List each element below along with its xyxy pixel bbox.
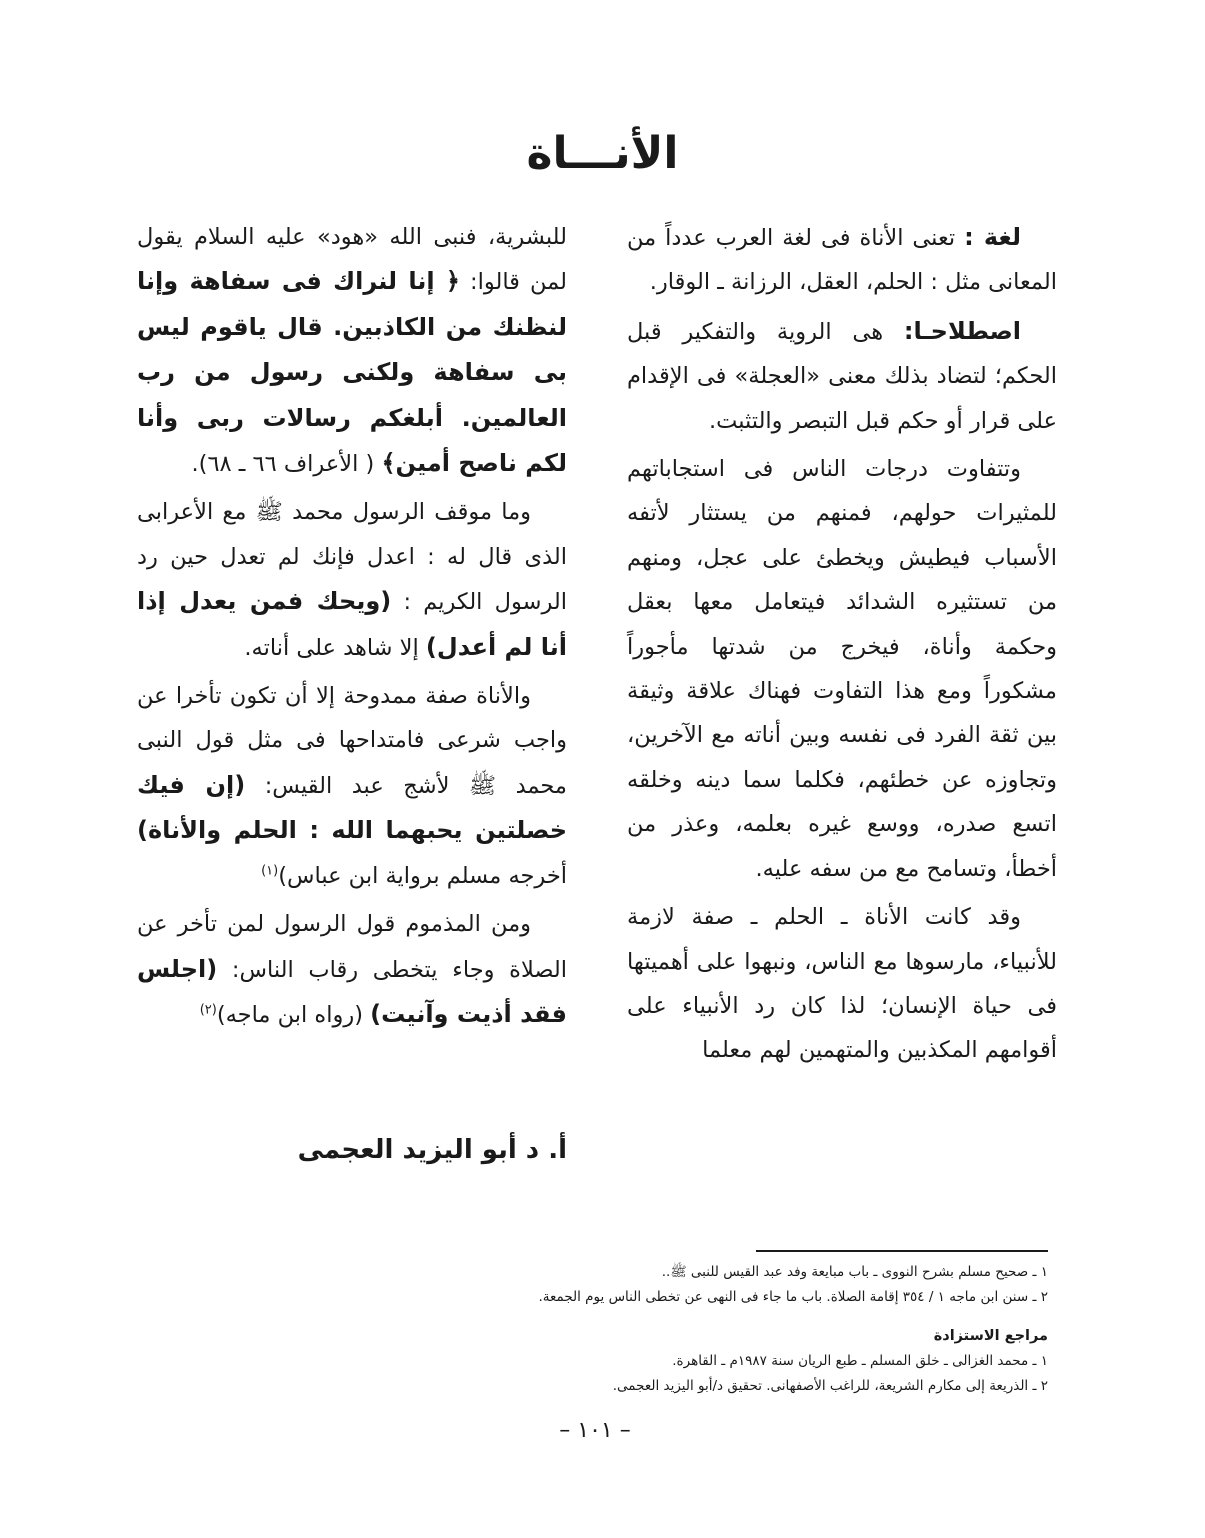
footnote-item: ١ ـ صحيح مسلم بشرح النووى ـ باب مبايعة وفد عبد القيس للنبى ﷺ..: [661, 1264, 1048, 1280]
footnote-divider: [756, 1250, 1048, 1252]
footnote-ref[interactable]: (٢): [199, 1002, 217, 1018]
hadith-quote: (ويحك فمن يعدل إذا أنا لم أعدل): [137, 587, 567, 661]
footnote-item: ٢ ـ سنن ابن ماجه ١ / ٣٥٤ إقامة الصلاة. باب ما جاء فى النهى عن تخطى الناس يوم الجمعة.: [538, 1289, 1048, 1305]
references-title: مراجع الاستزادة: [933, 1328, 1048, 1344]
reference-item: ١ ـ محمد الغزالى ـ خلق المسلم ـ طبع الريان سنة ١٩٨٧م ـ القاهرة.: [672, 1353, 1048, 1369]
footnotes-section: [300, 1260, 1048, 1399]
right-column: [627, 215, 1057, 1073]
hadith-quote: (إن فيك خصلتين يحبهما الله : الحلم والأناة): [137, 770, 567, 845]
left-column: [137, 215, 567, 1037]
paragraph-praised: والأناة صفة ممدوحة إلا أن تكون تأخرا عن واجب شرعى فامتداحها فى مثل قول النبى محمد ﷺ لأشج عبد القيس: (إن فيك خصلتين يحبهما الله : الحلم والأناة) أخرجه مسلم برواية ابن عباس)$^{(١)}$: [137, 683, 567, 889]
paragraph-linguistic: لغة : تعنى الأناة فى لغة العرب عدداً من المعانى مثل : الحلم، العقل، الرزانة ـ الوقار.: [627, 223, 1057, 296]
footnote-ref[interactable]: (١): [261, 863, 279, 879]
paragraph-hud: للبشرية، فنبى الله «هود» عليه السلام يقول لمن قالوا: ﴿ إنا لنراك فى سفاهة وإنا لنظنك من الكاذبين. قال ياقوم ليس بى سفاهة ولكنى رسول من رب العالمين. أبلغكم رسالات ربى وأنا لكم ناصح أمين﴾ ( الأعراف ٦٦ ـ ٦٨).: [137, 224, 568, 478]
term-label: لغة :: [964, 223, 1021, 251]
paragraph-blamed: ومن المذموم قول الرسول لمن تأخر عن الصلاة وجاء يتخطى رقاب الناس: (اجلس فقد أذيت وآنيت) (رواه ابن ماجه)$^{(٢)}$: [137, 911, 567, 1028]
paragraph-terminology: اصطلاحـا: هى الروية والتفكير قبل الحكم؛ لتضاد بذلك معنى «العجلة» فى الإقدام على قرار أو حكم قبل التبصر والتثبت.: [627, 316, 1057, 434]
term-label: اصطلاحـا:: [903, 316, 1021, 345]
page-title: الأنـــاة: [526, 128, 679, 179]
reference-item: ٢ ـ الذريعة إلى مكارم الشريعة، للراغب الأصفهانى. تحقيق د/أبو اليزيد العجمى.: [612, 1378, 1048, 1394]
author-name: أ. د أبو اليزيد العجمى: [297, 1135, 567, 1165]
paragraph-prophets: وقد كانت الأناة ـ الحلم ـ صفة لازمة للأنبياء، مارسوها مع الناس، ونبهوا على أهميتها فى حياة الإنسان؛ لذا كان رد الأنبياء على أقوامهم المكذبين والمتهمين لهم معلما: [627, 904, 1057, 1064]
quran-quote: ﴿ إنا لنراك فى سفاهة وإنا لنظنك من الكاذبين. قال ياقوم ليس بى سفاهة ولكنى رسول من رب العالمين. أبلغكم رسالات ربى وأنا لكم ناصح أمين﴾: [137, 267, 567, 478]
paragraph-variation: وتتفاوت درجات الناس فى استجاباتهم للمثيرات حولهم، فمنهم من يستثار لأتفه الأسباب فيطيش ويخطئ على عجل، ومنهم من تستثيره الشدائد فيتعامل معها بعقل وحكمة وأناة، فيخرج من شدتها مأجوراً مشكوراً ومع هذا التفاوت فهناك علاقة وثيقة بين ثقة الفرد فى نفسه وبين أناته مع الآخرين، وتجاوزه عن خطئهم، فكلما سما دينه وخلقه اتسع صدره، ووسع غيره بعلمه، وعذر من أخطأ، وتسامح مع من سفه عليه.: [627, 456, 1057, 882]
hadith-quote: (اجلس فقد أذيت وآنيت): [137, 954, 567, 1028]
paragraph-bedouin: وما موقف الرسول محمد ﷺ مع الأعرابى الذى قال له : اعدل فإنك لم تعدل حين رد الرسول الكريم : (ويحك فمن يعدل إذا أنا لم أعدل) إلا شاهد على أناته.: [137, 499, 567, 661]
page-number: – ١٠١ –: [559, 1418, 631, 1443]
